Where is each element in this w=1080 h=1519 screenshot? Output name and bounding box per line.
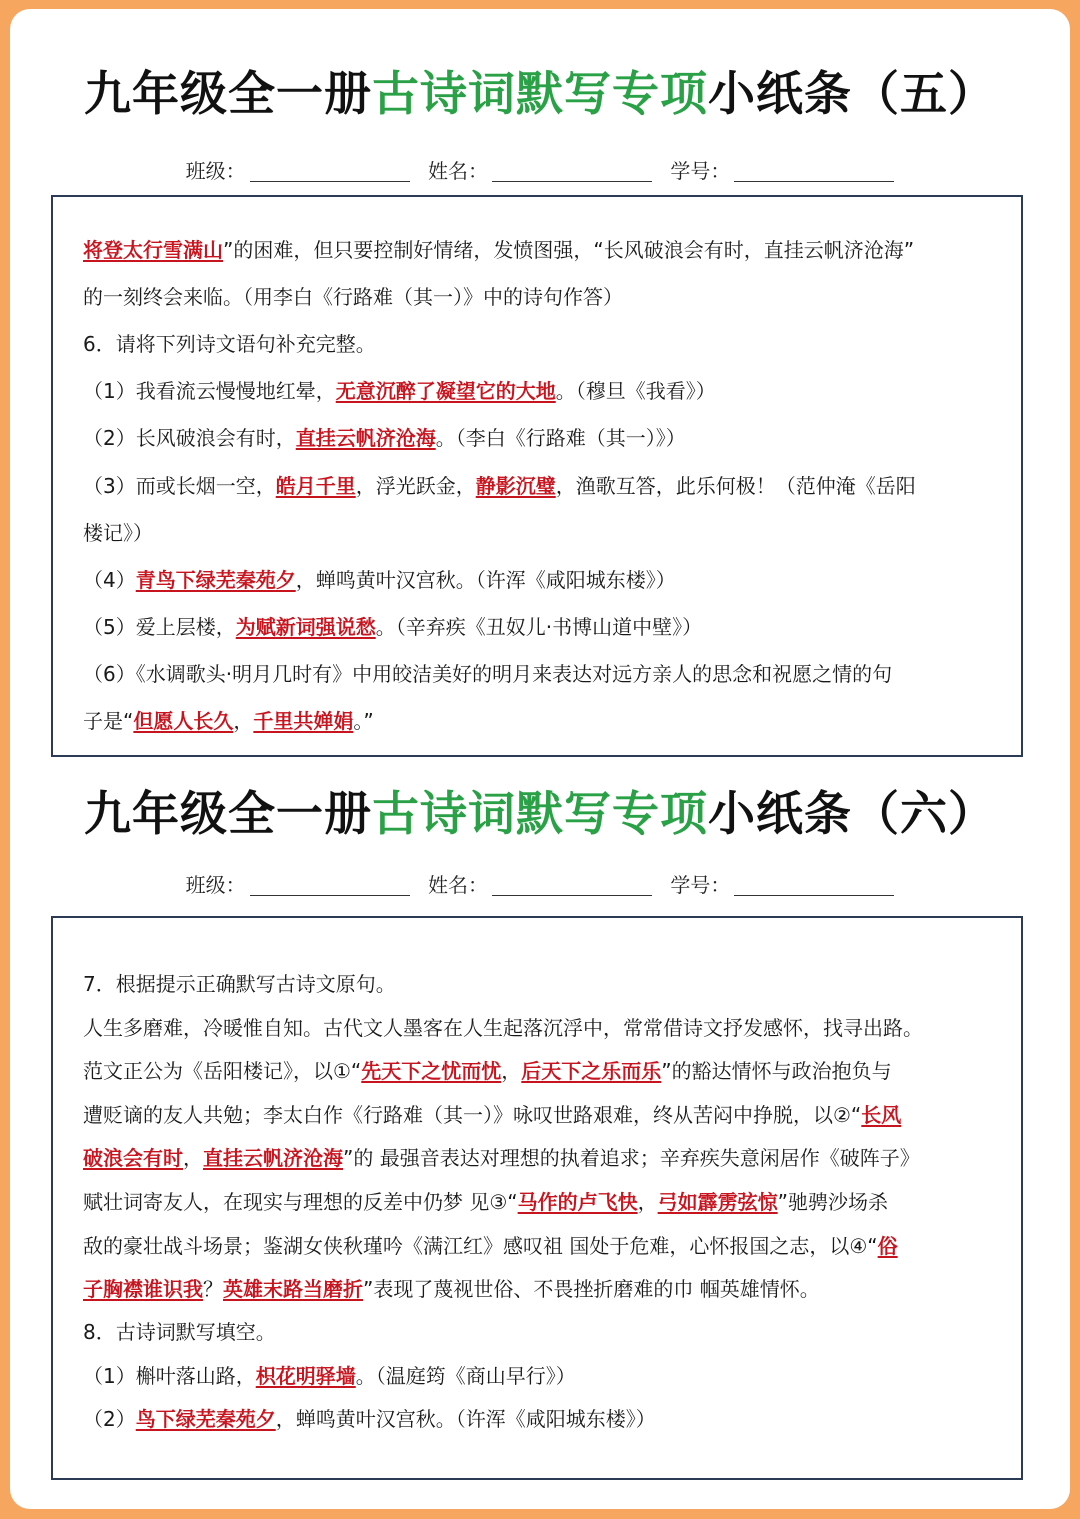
answer-text: 将登太行雪满山 [83, 238, 223, 262]
answer-text: 后天下之乐而乐 [521, 1059, 662, 1083]
prompt-text: （2） [83, 1407, 136, 1431]
text-line [83, 282, 998, 312]
answer-text: 为赋新词强说愁 [235, 615, 376, 639]
sheet5-student-info [10, 157, 1070, 185]
name-blank[interactable] [492, 895, 652, 896]
sheet6-title-number: 小纸条（六） [708, 787, 996, 842]
prompt-text: ”表现了蔑视世俗、不畏挫折磨难的巾 帼英雄情怀。 [363, 1277, 820, 1301]
prompt-text: 。（李白《行路难（其一）》） [435, 426, 686, 450]
sheet5-title [10, 65, 1070, 125]
prompt-text: 遭贬谪的友人共勉；李太白作《行路难（其一）》咏叹世路艰难，终从苦闷中挣脱，以②“ [83, 1103, 862, 1127]
prompt-text: （1）我看流云慢慢地红晕， [83, 379, 336, 403]
prompt-text: 。（穆旦《我看》） [555, 379, 716, 403]
prompt-text: ”的豁达情怀与政治抱负与 [661, 1059, 892, 1083]
prompt-text: （4） [83, 568, 136, 592]
class-field[interactable]: 班级： [186, 871, 410, 899]
prompt-text: ， [233, 709, 254, 733]
prompt-text: ， [183, 1146, 203, 1170]
prompt-text: ，浮光跃金， [355, 474, 476, 498]
answer-text: 俗 [877, 1234, 898, 1258]
text-line [83, 1317, 998, 1347]
sheet6-title-topic: 古诗词默写专项 [372, 787, 708, 842]
text-line [83, 1187, 998, 1217]
text-line [83, 235, 998, 265]
worksheet-page [10, 9, 1070, 1509]
prompt-text: 7．根据提示正确默写古诗文原句。 [83, 972, 396, 996]
answer-text: 先天下之忧而忧 [361, 1059, 502, 1083]
sheet6-student-info [10, 871, 1070, 899]
answer-text: 马作的卢飞快 [517, 1190, 638, 1214]
text-line [83, 612, 998, 642]
class-field[interactable]: 班级： [186, 157, 410, 185]
prompt-text: 。（辛弃疾《丑奴儿·书博山道中壁》） [375, 615, 703, 639]
answer-text: 直挂云帆济沧海 [295, 426, 436, 450]
answer-text: 但愿人长久 [133, 709, 234, 733]
answer-text: 直挂云帆济沧海 [203, 1146, 343, 1170]
prompt-text: （3）而或长烟一空， [83, 474, 276, 498]
text-line [83, 376, 998, 406]
prompt-text: （1）槲叶落山路， [83, 1364, 256, 1388]
prompt-text: ？ [203, 1277, 223, 1301]
answer-text: 子胸襟谁识我 [83, 1277, 203, 1301]
sheet6-content-box [51, 916, 1023, 1480]
text-line [83, 1361, 998, 1391]
answer-text: 无意沉醉了凝望它的大地 [335, 379, 556, 403]
name-field[interactable]: 姓名： [428, 157, 652, 185]
answer-text: 枳花明驿墙 [255, 1364, 356, 1388]
prompt-text: ”的困难，但只要控制好情绪，发愤图强，“长风破浪会有时，直挂云帆济沧海” [223, 238, 915, 262]
answer-text: 静影沉璧 [475, 474, 556, 498]
student-id-blank[interactable] [734, 181, 894, 182]
prompt-text: ，蝉鸣黄叶汉宫秋。（许浑《咸阳城东楼》） [275, 1407, 656, 1431]
prompt-text: 楼记》） [83, 521, 153, 545]
prompt-text: ，渔歌互答，此乐何极！（范仲淹《岳阳 [555, 474, 916, 498]
text-line [83, 1013, 998, 1043]
prompt-text: 8．古诗词默写填空。 [83, 1320, 276, 1344]
answer-text: 鸟下绿芜秦苑夕 [135, 1407, 276, 1431]
prompt-text: 子是“ [83, 709, 134, 733]
prompt-text: 人生多磨难，冷暖惟自知。古代文人墨客在人生起落沉浮中，常常借诗文抒发感怀，找寻出路。 [83, 1016, 923, 1040]
student-id-blank[interactable] [734, 895, 894, 896]
answer-text: 青鸟下绿芜秦苑夕 [135, 568, 296, 592]
text-line [83, 1143, 998, 1173]
prompt-text: ，蝉鸣黄叶汉宫秋。（许浑《咸阳城东楼》） [295, 568, 676, 592]
text-line [83, 1274, 998, 1304]
text-line [83, 329, 998, 359]
text-line [83, 1404, 998, 1434]
answer-text: 英雄末路当磨折 [223, 1277, 363, 1301]
prompt-text: 。（温庭筠《商山早行》） [355, 1364, 576, 1388]
student-id-field[interactable]: 学号： [670, 157, 894, 185]
sheet5-title-topic: 古诗词默写专项 [372, 67, 708, 122]
answer-text: 长风 [861, 1103, 902, 1127]
answer-text: 皓月千里 [275, 474, 356, 498]
class-blank[interactable] [250, 895, 410, 896]
sheet6-title-grade: 九年级全一册 [84, 787, 372, 842]
prompt-text: （5）爱上层楼， [83, 615, 236, 639]
answer-text: 千里共婵娟 [253, 709, 354, 733]
prompt-text: 敌的豪壮战斗场景；鉴湖女侠秋瑾吟《满江红》感叹祖 国处于危难，心怀报国之志，以④“ [83, 1234, 878, 1258]
text-line [83, 969, 998, 999]
text-line [83, 1231, 998, 1261]
answer-text: 弓如霹雳弦惊 [657, 1190, 778, 1214]
prompt-text: 赋壮词寄友人，在现实与理想的反差中仍梦 见③“ [83, 1190, 518, 1214]
text-line [83, 471, 998, 501]
name-field[interactable]: 姓名： [428, 871, 652, 899]
text-line [83, 518, 998, 548]
prompt-text: ”驰骋沙场杀 [777, 1190, 889, 1214]
prompt-text: 6．请将下列诗文语句补充完整。 [83, 332, 376, 356]
prompt-text: 的一刻终会来临。（用李白《行路难（其一）》中的诗句作答） [83, 285, 623, 309]
sheet5-title-number: 小纸条（五） [708, 67, 996, 122]
sheet5-title-grade: 九年级全一册 [84, 67, 372, 122]
prompt-text: ”的 最强音表达对理想的执着追求；辛弃疾失意闲居作《破阵子》 [343, 1146, 920, 1170]
prompt-text: （2）长风破浪会有时， [83, 426, 296, 450]
sheet6-title [10, 785, 1070, 845]
prompt-text: 。” [353, 709, 374, 733]
name-blank[interactable] [492, 181, 652, 182]
prompt-text: （6）《水调歌头·明月几时有》中用皎洁美好的明月来表达对远方亲人的思念和祝愿之情的句 [83, 662, 893, 686]
prompt-text: ， [501, 1059, 522, 1083]
text-line [83, 706, 998, 736]
prompt-text: ， [637, 1190, 658, 1214]
text-line [83, 423, 998, 453]
text-line [83, 1056, 998, 1086]
student-id-field[interactable]: 学号： [670, 871, 894, 899]
text-line [83, 1100, 998, 1130]
class-blank[interactable] [250, 181, 410, 182]
text-line [83, 565, 998, 595]
sheet5-content-box [51, 195, 1023, 757]
text-line [83, 659, 998, 689]
prompt-text: 范文正公为《岳阳楼记》，以①“ [83, 1059, 362, 1083]
answer-text: 破浪会有时 [83, 1146, 183, 1170]
